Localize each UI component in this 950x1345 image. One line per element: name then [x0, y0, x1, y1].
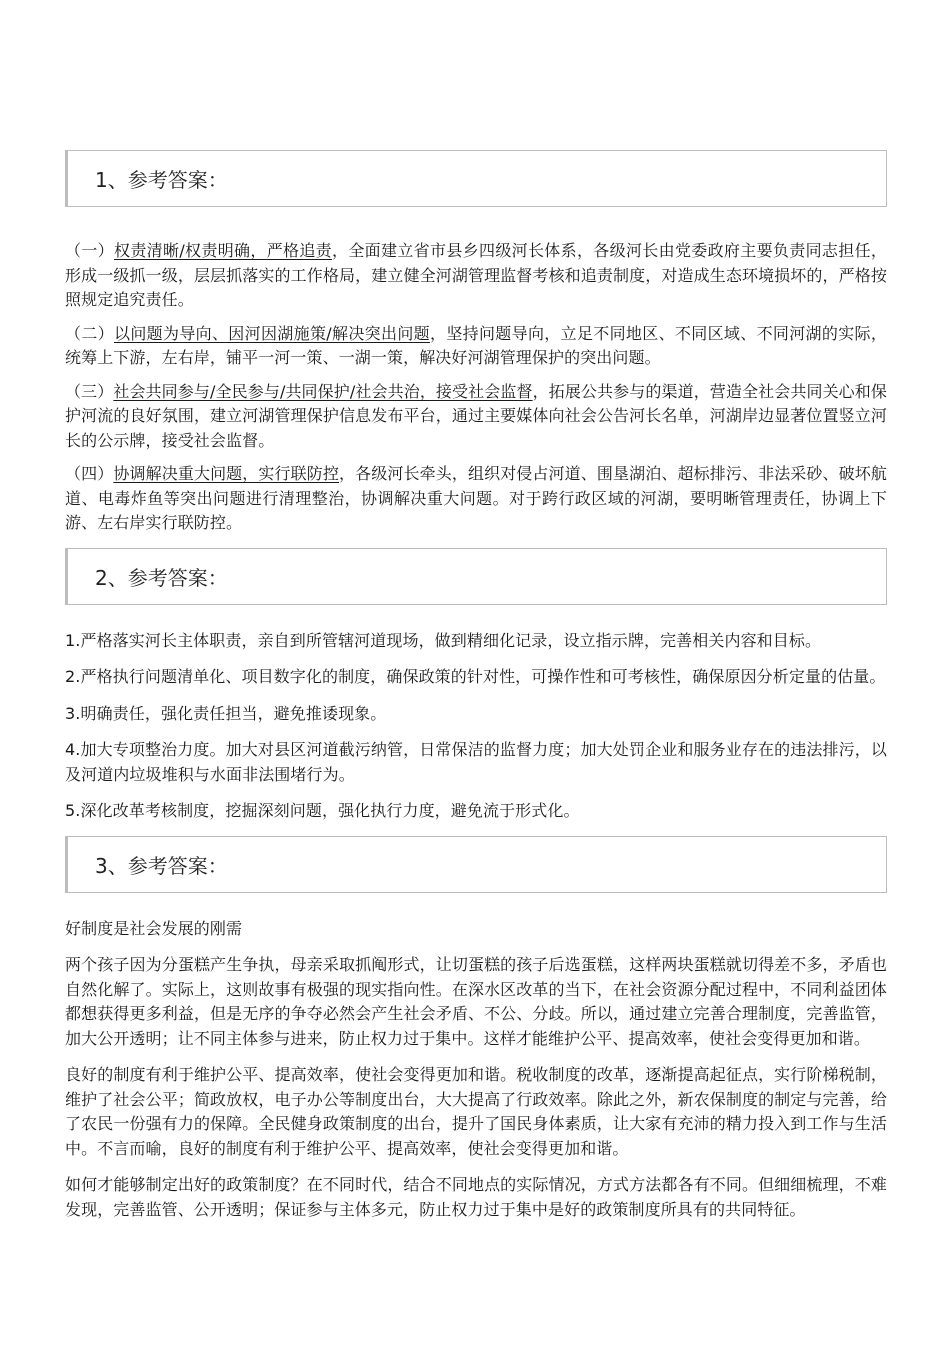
item-highlight: 协调解决重大问题，实行联防控	[113, 464, 340, 483]
section-3-paragraph-2: 良好的制度有利于维护公平、提高效率，使社会变得更加和谐。税收制度的改革，逐渐提高起征点，实行阶梯税制，维护了社会公平；简政放权，电子办公等制度出台，大大提高了行政效率。除此之外，新农保制度的制定与完善，给了农民一份强有力的保障。全民健身政策制度的出台，提升了国民身体素质，让大家有充沛的精力投入到工作与生活中。不言而喻，良好的制度有利于维护公平、提高效率，使社会变得更加和谐。	[65, 1065, 887, 1158]
section-1-item-2	[65, 322, 887, 371]
document-page	[65, 150, 887, 1222]
section-1-item-3	[65, 380, 887, 454]
section-1-title: 1、参考答案：	[95, 168, 228, 192]
item-highlight: 权责清晰/权责明确，严格追责	[114, 241, 333, 260]
section-1-header	[65, 150, 887, 207]
item-text: ，全面建立省市县乡四级河长体系，各级河长由党委政府主要负责同志担任，形成一级抓一级，层层抓落实的工作格局，建立健全河湖管理监督考核和追责制度，对造成生态环境损坏的，严格按照规定追究责任。	[65, 241, 887, 309]
item-prefix: （四）	[65, 464, 114, 483]
section-1-item-4	[65, 462, 887, 536]
section-3-header	[65, 836, 887, 893]
section-3-paragraph-3: 如何才能够制定出好的政策制度？在不同时代，结合不同地点的实际情况，方式方法都各有不同。但细细梳理，不难发现，完善监管、公开透明；保证参与主体多元，防止权力过于集中是好的政策制度所具有的共同特征。	[65, 1175, 887, 1219]
item-text: ，拓展公共参与的渠道，营造全社会共同关心和保护河流的良好氛围，建立河湖管理保护信息发布平台，通过主要媒体向社会公告河长名单，河湖岸边显著位置竖立河长的公示牌，接受社会监督。	[65, 381, 887, 450]
section-1-item-1	[65, 239, 887, 313]
item-prefix: （二）	[65, 323, 114, 343]
section-2-item-4: 4.加大专项整治力度。加大对县区河道截污纳管，日常保洁的监督力度；加大处罚企业和服务业存在的违法排污，以及河道内垃圾堆积与水面非法围堵行为。	[65, 740, 887, 784]
section-3-heading: 好制度是社会发展的刚需	[65, 918, 243, 938]
section-2-item-2: 2.严格执行问题清单化、项目数字化的制度，确保政策的针对性，可操作性和可考核性，确保原因分析定量的估量。	[65, 667, 886, 686]
section-2-item-3: 3.明确责任，强化责任担当，避免推诿现象。	[65, 703, 387, 723]
item-prefix: （三）	[65, 381, 114, 401]
item-text: ，坚持问题导向，立足不同地区、不同区域、不同河湖的实际，统筹上下游，左右岸，铺平一河一策、一湖一策，解决好河湖管理保护的突出问题。	[65, 323, 887, 367]
item-prefix: （一）	[65, 241, 114, 260]
section-3-title: 3、参考答案：	[95, 853, 228, 878]
section-2-title: 2、参考答案：	[95, 565, 228, 590]
section-2-header	[65, 548, 887, 605]
section-3-paragraph-1: 两个孩子因为分蛋糕产生争执，母亲采取抓阄形式，让切蛋糕的孩子后选蛋糕，这样两块蛋糕就切得差不多，矛盾也自然化解了。实际上，这则故事有极强的现实指向性。在深水区改革的当下，在社会资源分配过程中，不同利益团体都想获得更多利益，但是无序的争夺必然会产生社会矛盾、不公、分歧。所以，通过建立完善合理制度，完善监管，加大公开透明；让不同主体参与进来，防止权力过于集中。这样才能维护公平、提高效率，使社会变得更加和谐。	[65, 955, 887, 1048]
item-highlight: 社会共同参与/全民参与/共同保护/社会共治，接受社会监督	[113, 381, 533, 401]
item-highlight: 以问题为导向、因河因湖施策/解决突出问题	[114, 323, 430, 343]
item-text: ，各级河长牵头，组织对侵占河道、围垦湖泊、超标排污、非法采砂、破坏航道、电毒炸鱼等突出问题进行清理整治，协调解决重大问题。对于跨行政区域的河湖，要明晰管理责任，协调上下游、左右岸实行联防控。	[65, 464, 887, 532]
section-2-item-5: 5.深化改革考核制度，挖掘深刻问题，强化执行力度，避免流于形式化。	[65, 801, 580, 820]
section-2-item-1: 1.严格落实河长主体职责，亲自到所管辖河道现场，做到精细化记录，设立指示牌，完善相关内容和目标。	[65, 630, 822, 650]
